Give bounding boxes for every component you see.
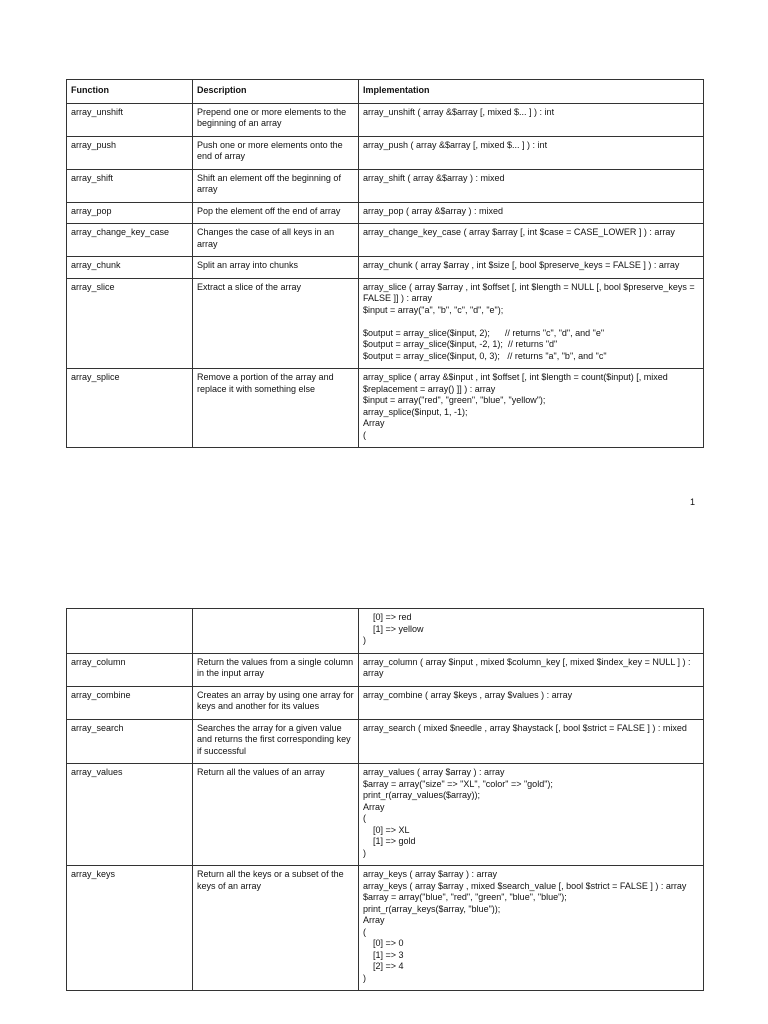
table-row xyxy=(67,278,704,369)
table-row xyxy=(67,764,704,866)
description-cell: Split an array into chunks xyxy=(193,257,359,279)
table-row xyxy=(67,202,704,224)
description-cell: Extract a slice of the array xyxy=(193,278,359,369)
header-function: Function xyxy=(67,80,193,104)
function-name-cell: array_shift xyxy=(67,169,193,202)
implementation-cell: array_splice ( array &$input , int $offset [, int $length = count($input) [, mixed $replacement = array() ]] ) : array $input = array("red", "green", "blue", "yellow"); array_splice($input, 1, -1); Array ( xyxy=(359,369,704,448)
function-name-cell: array_column xyxy=(67,653,193,686)
function-name-cell: array_unshift xyxy=(67,103,193,136)
table-row xyxy=(67,257,704,279)
header-implementation: Implementation xyxy=(359,80,704,104)
description-cell: Remove a portion of the array and replace it with something else xyxy=(193,369,359,448)
description-cell: Return the values from a single column in the input array xyxy=(193,653,359,686)
table-row xyxy=(67,103,704,136)
description-cell: Push one or more elements onto the end of array xyxy=(193,136,359,169)
function-name-cell: array_keys xyxy=(67,866,193,991)
description-cell: Creates an array by using one array for keys and another for its values xyxy=(193,686,359,719)
function-name-cell: array_values xyxy=(67,764,193,866)
implementation-cell: array_chunk ( array $array , int $size [, bool $preserve_keys = FALSE ] ) : array xyxy=(359,257,704,279)
function-name-cell: array_change_key_case xyxy=(67,224,193,257)
header-description: Description xyxy=(193,80,359,104)
table-row xyxy=(67,866,704,991)
function-name-cell: array_search xyxy=(67,719,193,764)
table-body xyxy=(67,80,704,448)
description-cell: Prepend one or more elements to the beginning of an array xyxy=(193,103,359,136)
implementation-cell: array_pop ( array &$array ) : mixed xyxy=(359,202,704,224)
implementation-cell: array_slice ( array $array , int $offset [, int $length = NULL [, bool $preserve_keys = FALSE ]] ) : array $input = array("a", "b", "c", "d", "e"); $output = array_slice($input, 2); // returns "c", "d", and "e" $output = array_slice($input, -2, 1); // returns "d" $output = array_slice($input, 0, 3); // returns "a", "b", and "c" xyxy=(359,278,704,369)
description-cell: Return all the values of an array xyxy=(193,764,359,866)
table-row xyxy=(67,653,704,686)
function-name-cell: array_combine xyxy=(67,686,193,719)
implementation-cell: array_search ( mixed $needle , array $haystack [, bool $strict = FALSE ] ) : mixed xyxy=(359,719,704,764)
description-cell: Return all the keys or a subset of the keys of an array xyxy=(193,866,359,991)
description-cell: Pop the element off the end of array xyxy=(193,202,359,224)
table-row xyxy=(67,136,704,169)
function-name-cell: array_splice xyxy=(67,369,193,448)
table-header-row xyxy=(67,80,704,104)
implementation-cell: array_column ( array $input , mixed $column_key [, mixed $index_key = NULL ] ) : array xyxy=(359,653,704,686)
description-cell: Shift an element off the beginning of array xyxy=(193,169,359,202)
implementation-cell: array_values ( array $array ) : array $array = array("size" => "XL", "color" => "gold"); print_r(array_values($array)); Array ( [0] => XL [1] => gold ) xyxy=(359,764,704,866)
description-cell: Searches the array for a given value and returns the first corresponding key if successful xyxy=(193,719,359,764)
implementation-cell: array_change_key_case ( array $array [, int $case = CASE_LOWER ] ) : array xyxy=(359,224,704,257)
table-body xyxy=(67,609,704,991)
implementation-cell: array_shift ( array &$array ) : mixed xyxy=(359,169,704,202)
function-name-cell xyxy=(67,609,193,654)
functions-table-page-2 xyxy=(66,608,704,991)
table-row xyxy=(67,719,704,764)
implementation-cell: array_push ( array &$array [, mixed $... ] ) : int xyxy=(359,136,704,169)
implementation-cell: array_unshift ( array &$array [, mixed $... ] ) : int xyxy=(359,103,704,136)
implementation-cell: array_combine ( array $keys , array $values ) : array xyxy=(359,686,704,719)
function-name-cell: array_slice xyxy=(67,278,193,369)
table-row xyxy=(67,609,704,654)
function-name-cell: array_push xyxy=(67,136,193,169)
description-cell xyxy=(193,609,359,654)
function-name-cell: array_pop xyxy=(67,202,193,224)
page-number: 1 xyxy=(690,497,696,507)
table-row xyxy=(67,369,704,448)
description-cell: Changes the case of all keys in an array xyxy=(193,224,359,257)
table-row xyxy=(67,224,704,257)
implementation-cell: array_keys ( array $array ) : array array_keys ( array $array , mixed $search_value [, bool $strict = FALSE ] ) : array $array = array("blue", "red", "green", "blue", "blue"); print_r(array_keys($array, "blue")); Array ( [0] => 0 [1] => 3 [2] => 4 ) xyxy=(359,866,704,991)
functions-table-page-1 xyxy=(66,79,704,448)
implementation-cell: [0] => red [1] => yellow ) xyxy=(359,609,704,654)
function-name-cell: array_chunk xyxy=(67,257,193,279)
table-row xyxy=(67,686,704,719)
table-row xyxy=(67,169,704,202)
